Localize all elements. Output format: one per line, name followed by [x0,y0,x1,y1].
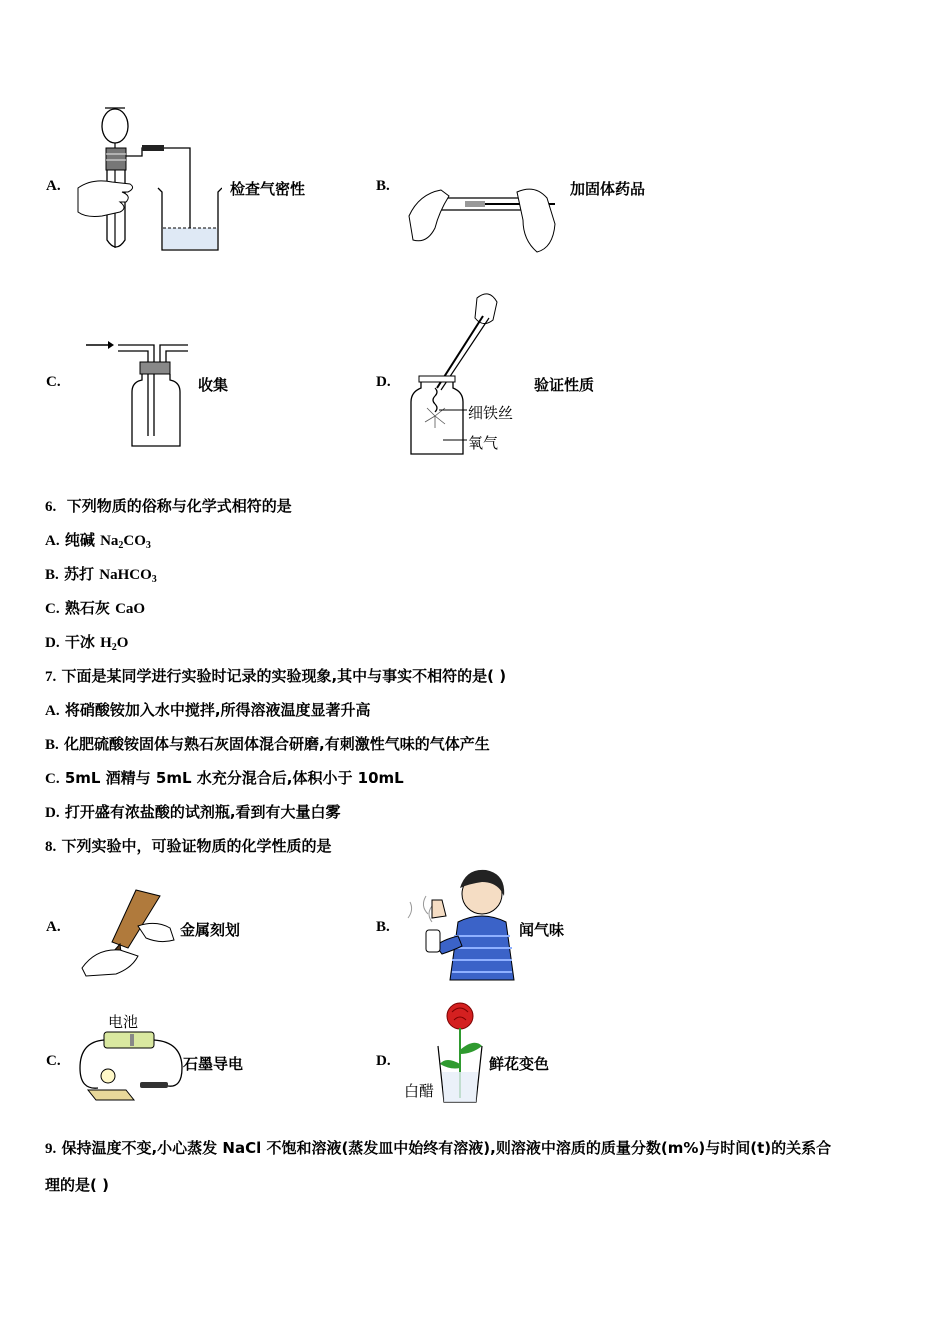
option-letter: C. [46,1053,61,1069]
battery-label: 电池 [108,1013,139,1031]
airtight-check-figure [72,100,222,258]
option-caption: 加固体药品 [570,180,646,198]
q6-stem: 6. 下列物质的俗称与化学式相符的是 [45,497,292,515]
option-caption: 检查气密性 [230,180,306,198]
q9-stem-line2: 理的是( ) [45,1176,109,1194]
option-letter: D. [376,1053,391,1069]
q6-option-b: B. 苏打 NaHCO$_3$ [45,565,157,585]
option-letter: B. [376,919,390,935]
q7-option-c: C. 5mL 酒精与 5mL 水充分混合后,体积小于 10mL [45,769,404,787]
option-letter: B. [376,178,390,194]
q7-option-a: A. 将硝酸铵加入水中搅拌,所得溶液温度显著升高 [45,701,371,719]
flower-color-change-figure [430,998,490,1108]
option-letter: C. [46,374,61,390]
q7-stem: 7. 下面是某同学进行实验时记录的实验现象,其中与事实不相符的是( ) [45,667,507,685]
q9-stem-line1: 9. 保持温度不变,小心蒸发 NaCl 不饱和溶液(蒸发皿中始终有溶液),则溶液中溶质的质量分数(m%)与时间(t)的关系合 [45,1139,832,1157]
q7-option-d: D. 打开盛有浓盐酸的试剂瓶,看到有大量白雾 [45,803,341,821]
metal-scratch-figure [76,886,180,980]
vinegar-label: 白醋 [404,1082,435,1100]
q7-option-b: B. 化肥硫酸铵固体与熟石灰固体混合研磨,有刺激性气味的气体产生 [45,735,490,753]
option-letter: A. [46,919,61,935]
q6-option-a: A. 纯碱 $Na_2CO_3$ [45,531,151,551]
option-caption: 石墨导电 [183,1055,244,1073]
option-caption: 收集 [198,376,229,394]
option-letter: A. [46,178,61,194]
q6-option-d: D. 干冰 $H_2O$ [45,633,129,653]
q6-option-c: C. 熟石灰 CaO [45,599,146,617]
smell-gas-figure [402,866,520,982]
iron-wire-label: 细铁丝 [468,404,514,422]
add-solid-figure [405,176,565,256]
option-caption: 闻气味 [519,921,565,939]
q8-stem: 8. 下列实验中，可验证物质的化学性质的是 [45,837,332,855]
option-caption: 金属刻划 [180,921,241,939]
graphite-conduction-figure [74,1028,186,1104]
option-caption: 鲜花变色 [489,1055,550,1073]
oxygen-label: 氧气 [468,434,499,452]
gas-collection-bottle-figure [84,336,194,454]
option-letter: D. [376,374,391,390]
option-caption: 验证性质 [534,376,595,394]
